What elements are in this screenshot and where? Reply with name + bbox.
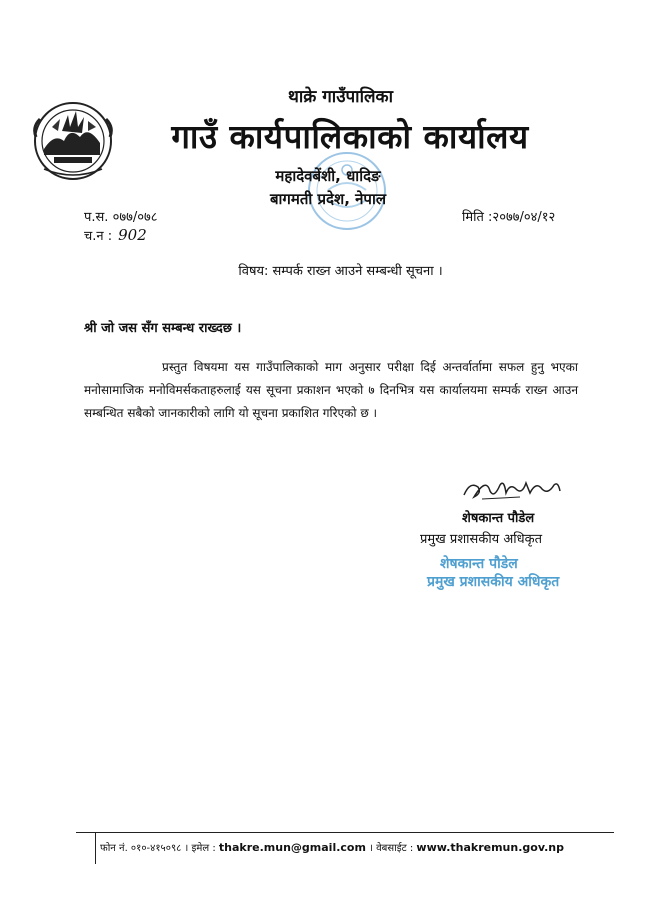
footer-website: www.thakremun.gov.np	[416, 841, 564, 854]
salutation: श्री जो जस सँग सम्बन्ध राख्दछ ।	[84, 321, 242, 336]
address-line-2: बागमती प्रदेश, नेपाल	[269, 190, 387, 208]
footer-divider	[76, 832, 614, 833]
office-title: गाउँ कार्यपालिकाको कार्यालय	[171, 117, 529, 156]
municipality-name: थाक्रे गाउँपालिका	[288, 87, 393, 107]
chalani-value: 902	[118, 226, 147, 244]
patra-sankhya: प.स. ०७७/०७८	[84, 210, 158, 225]
letter-body	[84, 356, 578, 425]
signatory-title: प्रमुख प्रशासकीय अधिकृत	[420, 532, 543, 547]
address-line-1: महादेवबेंशी, धादिङ	[275, 167, 381, 185]
letter-subject: विषय: सम्पर्क राख्न आउने सम्बन्धी सूचना ।	[238, 264, 443, 279]
footer-email: thakre.mun@gmail.com	[218, 841, 366, 854]
nepal-emblem-icon	[30, 97, 116, 181]
signatory-name: शेषकान्त पौडेल	[462, 511, 535, 526]
chalani-number	[84, 226, 147, 244]
footer-vertical-rule	[95, 832, 96, 864]
footer-contact	[100, 840, 564, 854]
seal-title: प्रमुख प्रशासकीय अधिकृत	[427, 574, 560, 590]
footer-phone: फोन नं. ०१०-४१५०९८ । इमेल :	[100, 843, 216, 854]
handwritten-signature-icon	[460, 473, 564, 503]
chalani-label: च.न :	[84, 229, 113, 244]
seal-name: शेषकान्त पौडेल	[440, 556, 518, 572]
footer-website-label: । वेबसाईट :	[369, 843, 414, 854]
letter-date: मिति :२०७७/०४/१२	[462, 210, 556, 225]
body-paragraph: प्रस्तुत विषयमा यस गाउँपालिकाको माग अनुसार परीक्षा दिई अन्तर्वार्तामा सफल हुनु भएका मनोसामाजिक मनोविमर्सकताहरुलाई यस सूचना प्रकाशन भएको ७ दिनभित्र यस कार्यालयमा सम्पर्क राख्न आउन सम्बन्धित सबैको जानकारीको लागि यो सूचना प्रकाशित गरिएको छ ।	[84, 360, 578, 420]
